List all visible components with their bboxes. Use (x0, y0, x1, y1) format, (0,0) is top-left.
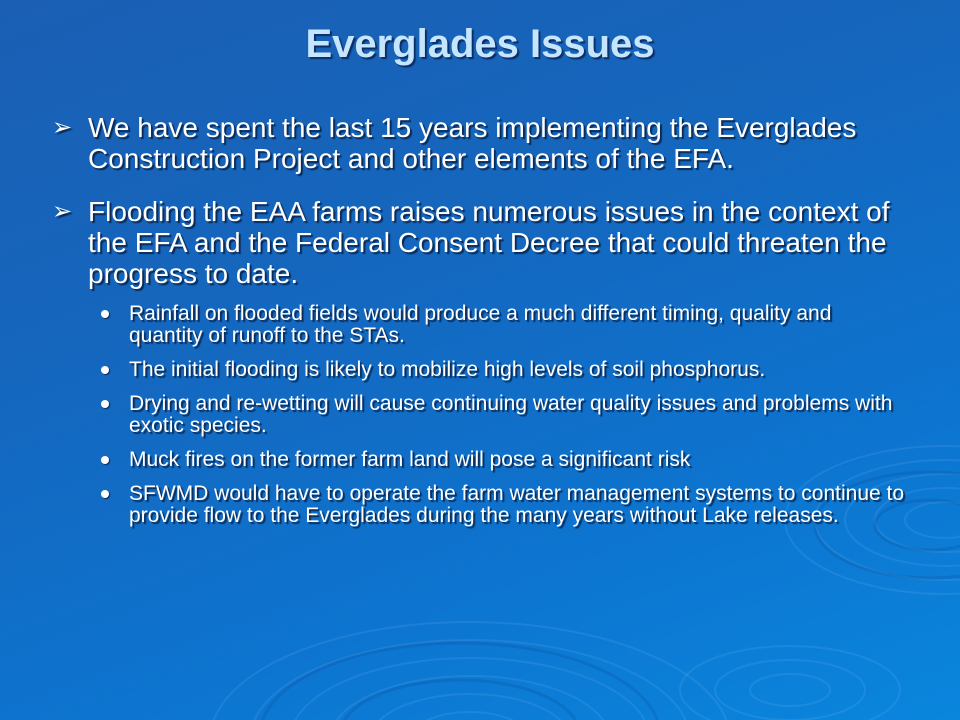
sub-bullet-list (52, 303, 910, 527)
sub-bullet-item (76, 449, 910, 471)
sub-bullet-item (76, 483, 910, 527)
round-bullet-icon (101, 366, 109, 374)
bullet-list (52, 112, 910, 539)
arrow-bullet-icon: ➢ (52, 114, 73, 141)
sub-bullet-text: Rainfall on flooded fields would produce a much different timing, quality and quantity of runoff to the STAs. (129, 302, 832, 347)
round-bullet-icon (101, 490, 109, 498)
round-bullet-icon (101, 310, 109, 318)
sub-bullet-item (76, 303, 910, 347)
sub-bullet-item (76, 393, 910, 437)
bullet-text: We have spent the last 15 years implementing the Everglades Construction Project and other elements of the EFA. (88, 112, 857, 174)
sub-bullet-text: The initial flooding is likely to mobilize high levels of soil phosphorus. (129, 358, 766, 381)
sub-bullet-text: Drying and re-wetting will cause continuing water quality issues and problems with exotic species. (129, 392, 893, 437)
sub-bullet-text: SFWMD would have to operate the farm water management systems to continue to provide flow to the Everglades during the many years without Lake releases. (129, 482, 905, 527)
bullet-text: Flooding the EAA farms raises numerous issues in the context of the EFA and the Federal Consent Decree that could threaten the progress to date. (88, 196, 890, 289)
sub-bullet-item (76, 359, 910, 381)
arrow-bullet-icon: ➢ (52, 198, 73, 225)
bullet-item (52, 196, 910, 289)
slide-title: Everglades Issues (305, 22, 655, 66)
bullet-item (52, 112, 910, 174)
sub-bullet-text: Muck fires on the former farm land will pose a significant risk (129, 448, 691, 471)
round-bullet-icon (101, 400, 109, 408)
round-bullet-icon (101, 456, 109, 464)
